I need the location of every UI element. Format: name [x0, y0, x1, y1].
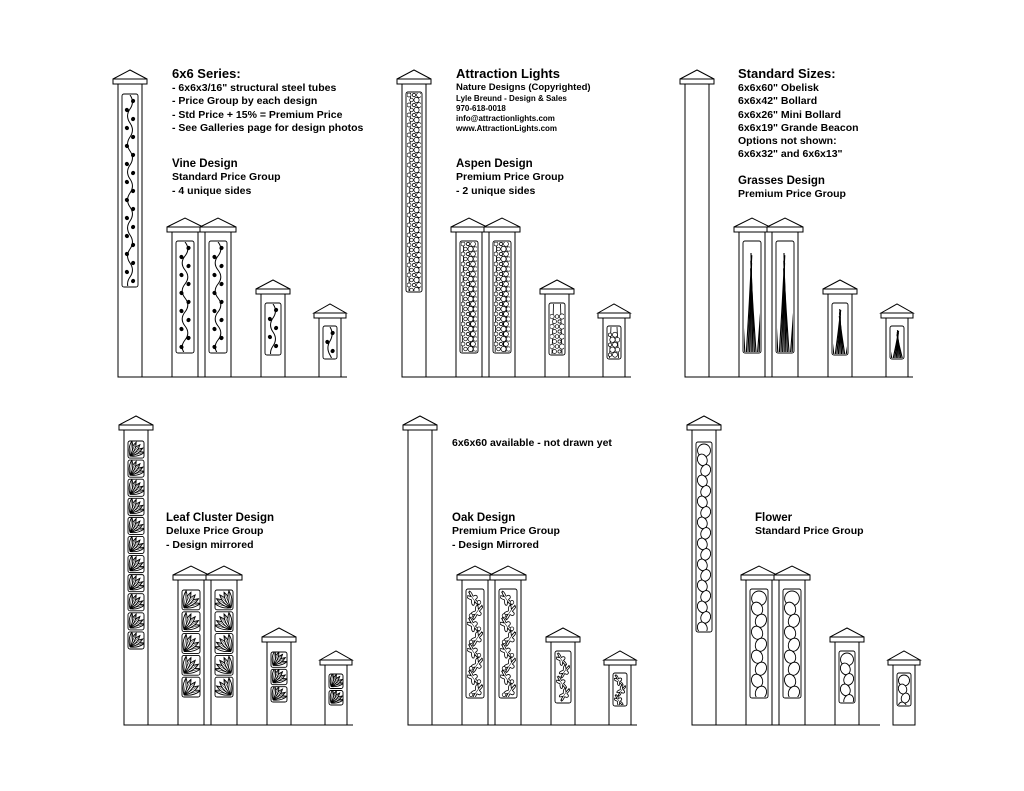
series-title: 6x6 Series:	[172, 66, 241, 81]
oak-mirror-note: - Design Mirrored	[452, 538, 539, 551]
oak-obelisk	[403, 416, 437, 725]
aspen-design-label	[456, 157, 564, 198]
vine-design-label	[172, 157, 281, 198]
series-line-3: - Std Price + 15% = Premium Price	[172, 108, 343, 121]
company-title: Attraction Lights	[456, 66, 560, 81]
series-line-1: - 6x6x3/16" structural steel tubes	[172, 82, 337, 95]
flower-grande-beacon	[888, 651, 920, 725]
leaf-mirror-note: - Design mirrored	[166, 538, 254, 551]
aspen-price-group: Premium Price Group	[456, 171, 564, 184]
size-line-3: 6x6x26" Mini Bollard	[738, 108, 842, 121]
flower-obelisk	[687, 416, 721, 725]
grasses-mini-bollard	[823, 280, 857, 377]
vine-bollard-right	[200, 218, 236, 377]
flower-mini-bollard	[830, 628, 864, 725]
grasses-obelisk	[680, 70, 714, 377]
series-info-block	[172, 66, 363, 135]
oak-design-label	[452, 511, 560, 552]
sizes-info-block	[738, 66, 859, 161]
flower-bollard-left	[741, 566, 777, 725]
size-line-4: 6x6x19" Grande Beacon	[738, 121, 859, 134]
leaf-design-label	[166, 511, 274, 552]
grasses-price-group: Premium Price Group	[738, 188, 846, 201]
vine-grande-beacon	[314, 304, 346, 377]
aspen-mini-bollard	[540, 280, 574, 377]
grasses-design-label	[738, 174, 846, 202]
leaf-mini-bollard	[262, 628, 296, 725]
leaf-price-group: Deluxe Price Group	[166, 525, 264, 538]
flower-price-group: Standard Price Group	[755, 525, 864, 538]
leaf-bollard-left	[173, 566, 209, 725]
leaf-obelisk	[119, 416, 153, 725]
aspen-obelisk	[397, 70, 431, 377]
oak-availability-note	[452, 437, 612, 450]
size-line-5: Options not shown:	[738, 134, 837, 147]
grasses-grande-beacon	[881, 304, 913, 377]
flower-design-label	[755, 511, 864, 539]
aspen-grande-beacon	[598, 304, 630, 377]
size-line-1: 6x6x60" Obelisk	[738, 82, 819, 95]
aspen-bollard-right	[484, 218, 520, 377]
vine-design-title: Vine Design	[172, 158, 238, 170]
leaf-bollard-right	[206, 566, 242, 725]
vine-obelisk	[113, 70, 147, 377]
aspen-sides-note: - 2 unique sides	[456, 184, 536, 197]
oak-note-text: 6x6x60 available - not drawn yet	[452, 437, 612, 449]
grasses-design-title: Grasses Design	[738, 175, 825, 187]
company-website: www.AttractionLights.com	[456, 124, 558, 134]
grasses-bollard-left	[734, 218, 770, 377]
vine-bollard-left	[167, 218, 203, 377]
flower-design-title: Flower	[755, 512, 793, 524]
company-info-block	[456, 66, 591, 134]
grasses-bollard-right	[767, 218, 803, 377]
aspen-bollard-left	[451, 218, 487, 377]
oak-design-title: Oak Design	[452, 512, 516, 524]
sizes-title: Standard Sizes:	[738, 66, 836, 81]
company-email: info@attractionlights.com	[456, 114, 555, 124]
company-subtitle: Nature Designs (Copyrighted)	[456, 82, 591, 94]
vine-sides-note: - 4 unique sides	[172, 184, 252, 197]
vine-price-group: Standard Price Group	[172, 171, 281, 184]
oak-grande-beacon	[604, 651, 636, 725]
oak-bollard-left	[457, 566, 493, 725]
oak-bollard-right	[490, 566, 526, 725]
size-line-6: 6x6x32" and 6x6x13"	[738, 147, 843, 160]
oak-price-group: Premium Price Group	[452, 525, 560, 538]
vine-mini-bollard	[256, 280, 290, 377]
aspen-design-title: Aspen Design	[456, 158, 533, 170]
oak-mini-bollard	[546, 628, 580, 725]
company-contact-name: Lyle Breund - Design & Sales	[456, 94, 567, 104]
size-line-2: 6x6x42" Bollard	[738, 95, 818, 108]
series-line-2: - Price Group by each design	[172, 95, 318, 108]
leaf-grande-beacon	[320, 651, 352, 725]
series-line-4: - See Galleries page for design photos	[172, 121, 364, 134]
flower-bollard-right	[774, 566, 810, 725]
leaf-design-title: Leaf Cluster Design	[166, 512, 274, 524]
company-phone: 970-618-0018	[456, 104, 506, 114]
